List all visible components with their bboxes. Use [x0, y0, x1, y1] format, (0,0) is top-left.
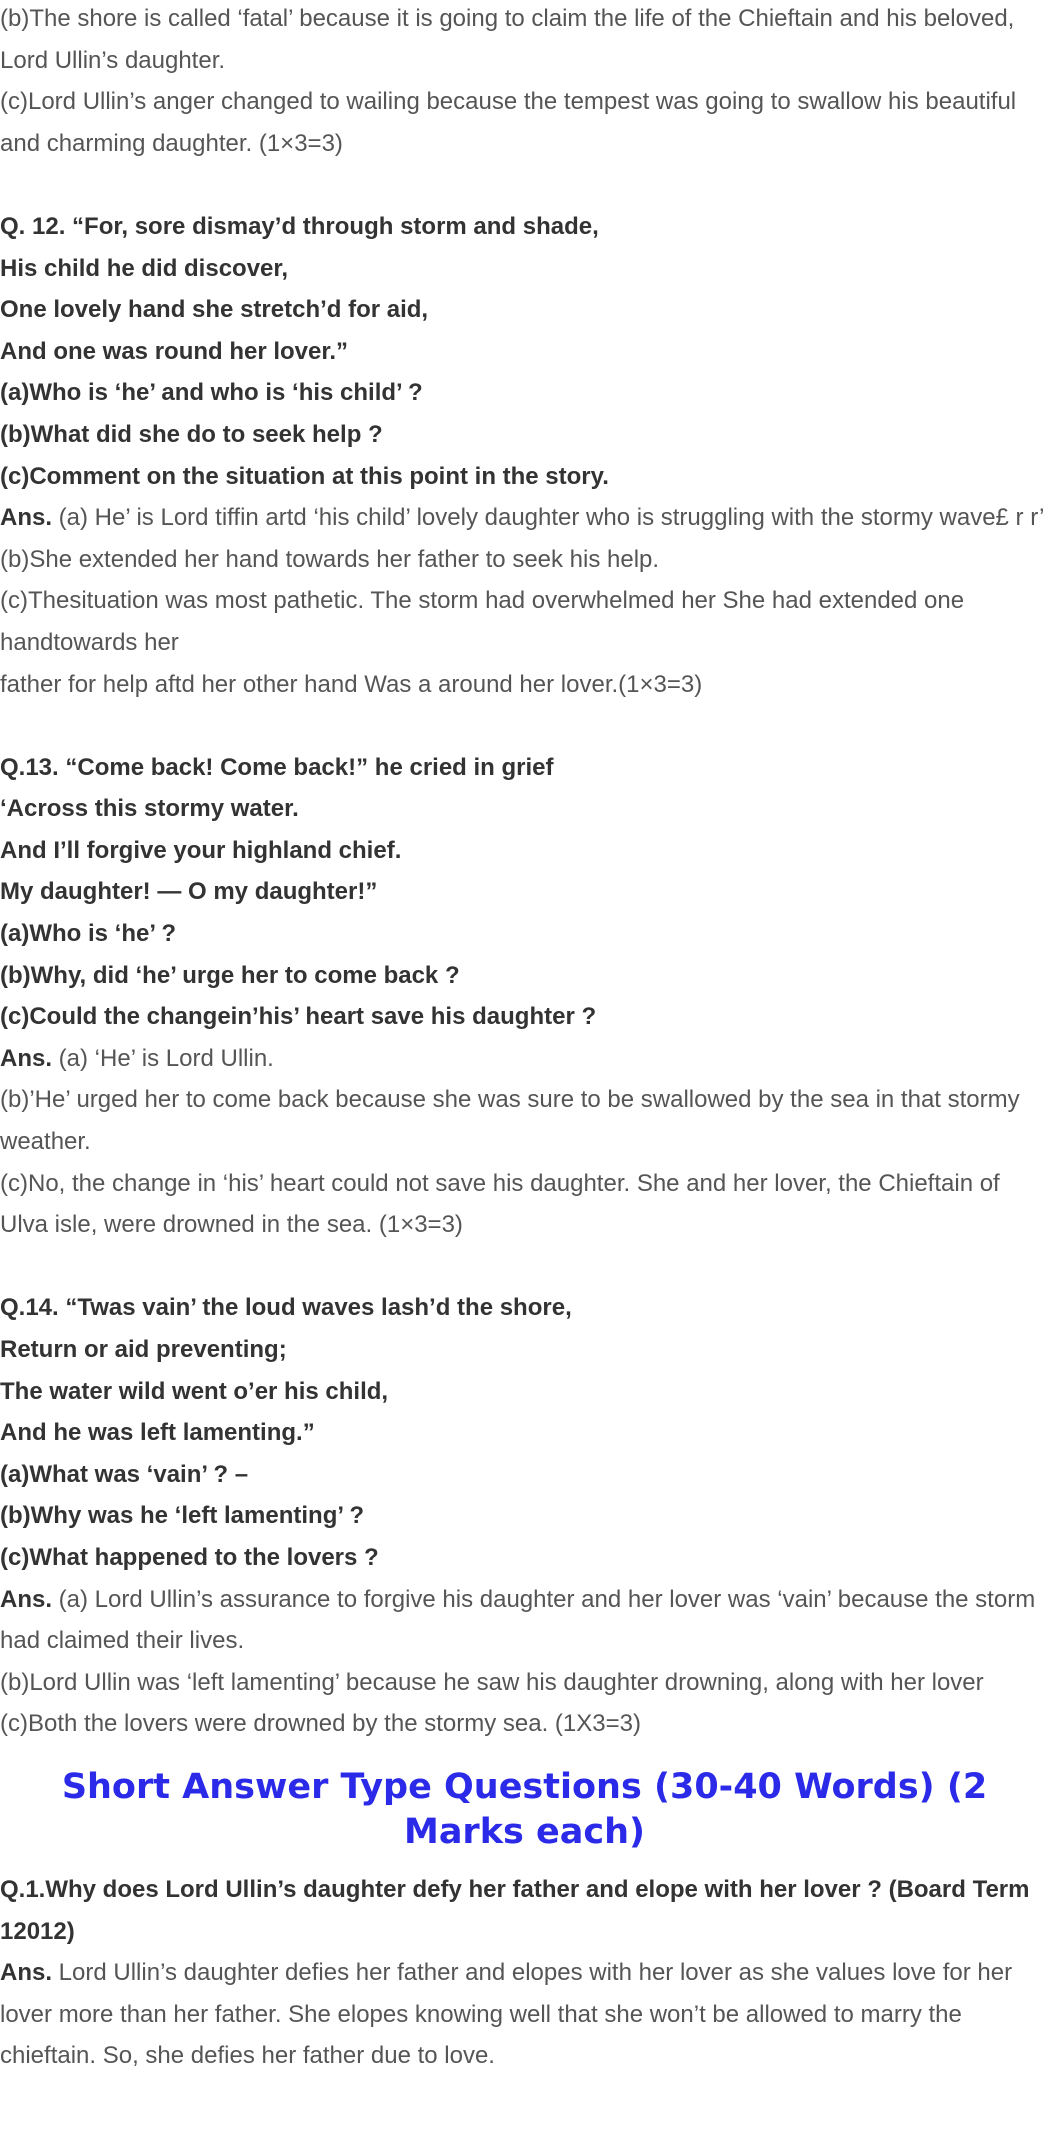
- q13-stanza-line: Q.13. “Come back! Come back!” he cried in grief: [0, 753, 554, 781]
- q14-answer-c: (c)Both the lovers were drowned by the stormy sea. (1X3=3): [0, 1710, 641, 1738]
- section-heading: Short Answer Type Questions (30-40 Words) (2 Marks each): [61, 1766, 988, 1852]
- q13-stanza-line: ‘Across this stormy water.: [0, 795, 299, 823]
- spacer: [0, 164, 1049, 206]
- q12-stanza-line: Q. 12. “For, sore dismay’d through storm and shade,: [0, 212, 599, 240]
- q12-answer-a-text: (a) He’ is Lord tiffin artd ‘his child’ lovely daughter who is struggling with the stormy wave£ r r’: [52, 504, 1045, 532]
- q14-answer-a-text: (a) Lord Ullin’s assurance to forgive his daughter and her lover was ‘vain’ because the storm had claimed their lives.: [0, 1585, 1036, 1655]
- q14-question-b: (b)Why was he ‘left lamenting’ ?: [0, 1502, 365, 1530]
- q14-stanza-line: The water wild went o’er his child,: [0, 1377, 389, 1405]
- ans-label: Ans.: [0, 1959, 53, 1987]
- q13-answer-a-text: (a) ‘He’ is Lord Ullin.: [52, 1044, 274, 1072]
- ans-label: Ans.: [0, 504, 53, 532]
- short-q1-answer-text: Lord Ullin’s daughter defies her father and elopes with her lover as she values love for her lover more than her father. She elopes knowing well that she won’t be allowed to marry the chieftain. So, she defies her father due to love.: [0, 1959, 1013, 2070]
- q14-question-c: (c)What happened to the lovers ?: [0, 1543, 379, 1571]
- q12-answer-a: [0, 497, 1049, 539]
- q12-question-c: (c)Comment on the situation at this point in the story.: [0, 462, 609, 490]
- q13-answer-a: [0, 1038, 1049, 1080]
- q11-answer-b: (b)The shore is called ‘fatal’ because it is going to claim the life of the Chieftain and his beloved, Lord Ullin’s daughter.: [0, 5, 1015, 74]
- q14-question-a: (a)What was ‘vain’ ? –: [0, 1460, 249, 1488]
- q14-stanza-line: Q.14. “Twas vain’ the loud waves lash’d the shore,: [0, 1294, 572, 1322]
- q13-answer-b: (b)’He’ urged her to come back because she was sure to be swallowed by the sea in that stormy weather.: [0, 1086, 1020, 1156]
- ans-label: Ans.: [0, 1585, 53, 1613]
- ans-label: Ans.: [0, 1044, 53, 1072]
- q14-answer-b: (b)Lord Ullin was ‘left lamenting’ because he saw his daughter drowning, along with her lover: [0, 1668, 984, 1696]
- q14-stanza-line: And he was left lamenting.”: [0, 1419, 315, 1447]
- spacer: [0, 705, 1049, 747]
- q14-answer-a: [0, 1579, 1049, 1662]
- q13-question-c: (c)Could the changein’his’ heart save his daughter ?: [0, 1003, 597, 1031]
- q13-stanza-line: My daughter! — O my daughter!”: [0, 878, 378, 906]
- q12-answer-c: (c)Thesituation was most pathetic. The storm had overwhelmed her She had extended one handtowards her: [0, 587, 965, 656]
- q14-stanza-line: Return or aid preventing;: [0, 1336, 287, 1363]
- q13-question-b: (b)Why, did ‘he’ urge her to come back ?: [0, 961, 460, 989]
- q13-stanza-line: And I’ll forgive your highland chief.: [0, 836, 402, 864]
- spacer: [0, 1246, 1049, 1288]
- q12-stanza-line: One lovely hand she stretch’d for aid,: [0, 296, 429, 324]
- short-q1-answer: [0, 1952, 1049, 2077]
- q13-question-a: (a)Who is ‘he’ ?: [0, 920, 177, 948]
- q12-question-b: (b)What did she do to seek help ?: [0, 420, 383, 448]
- q12-answer-c-cont: father for help aftd her other hand Was a around her lover.(1×3=3): [0, 670, 703, 698]
- q12-stanza-line: His child he did discover,: [0, 254, 289, 282]
- q12-stanza-line: And one was round her lover.”: [0, 337, 349, 365]
- q11-answer-c: (c)Lord Ullin’s anger changed to wailing because the tempest was going to swallow his beautiful and charming daughter. (1×3=3): [0, 88, 1017, 157]
- q13-answer-c: (c)No, the change in ‘his’ heart could not save his daughter. She and her lover, the Chieftain of Ulva isle, were drowned in the sea. (1×3=3): [0, 1169, 1000, 1239]
- q12-answer-b: (b)She extended her hand towards her father to seek his help.: [0, 545, 660, 573]
- short-q1-question: Q.1.Why does Lord Ullin’s daughter defy her father and elope with her lover ? (Board Term 12012): [0, 1875, 1030, 1945]
- q12-question-a: (a)Who is ‘he’ and who is ‘his child’ ?: [0, 379, 423, 407]
